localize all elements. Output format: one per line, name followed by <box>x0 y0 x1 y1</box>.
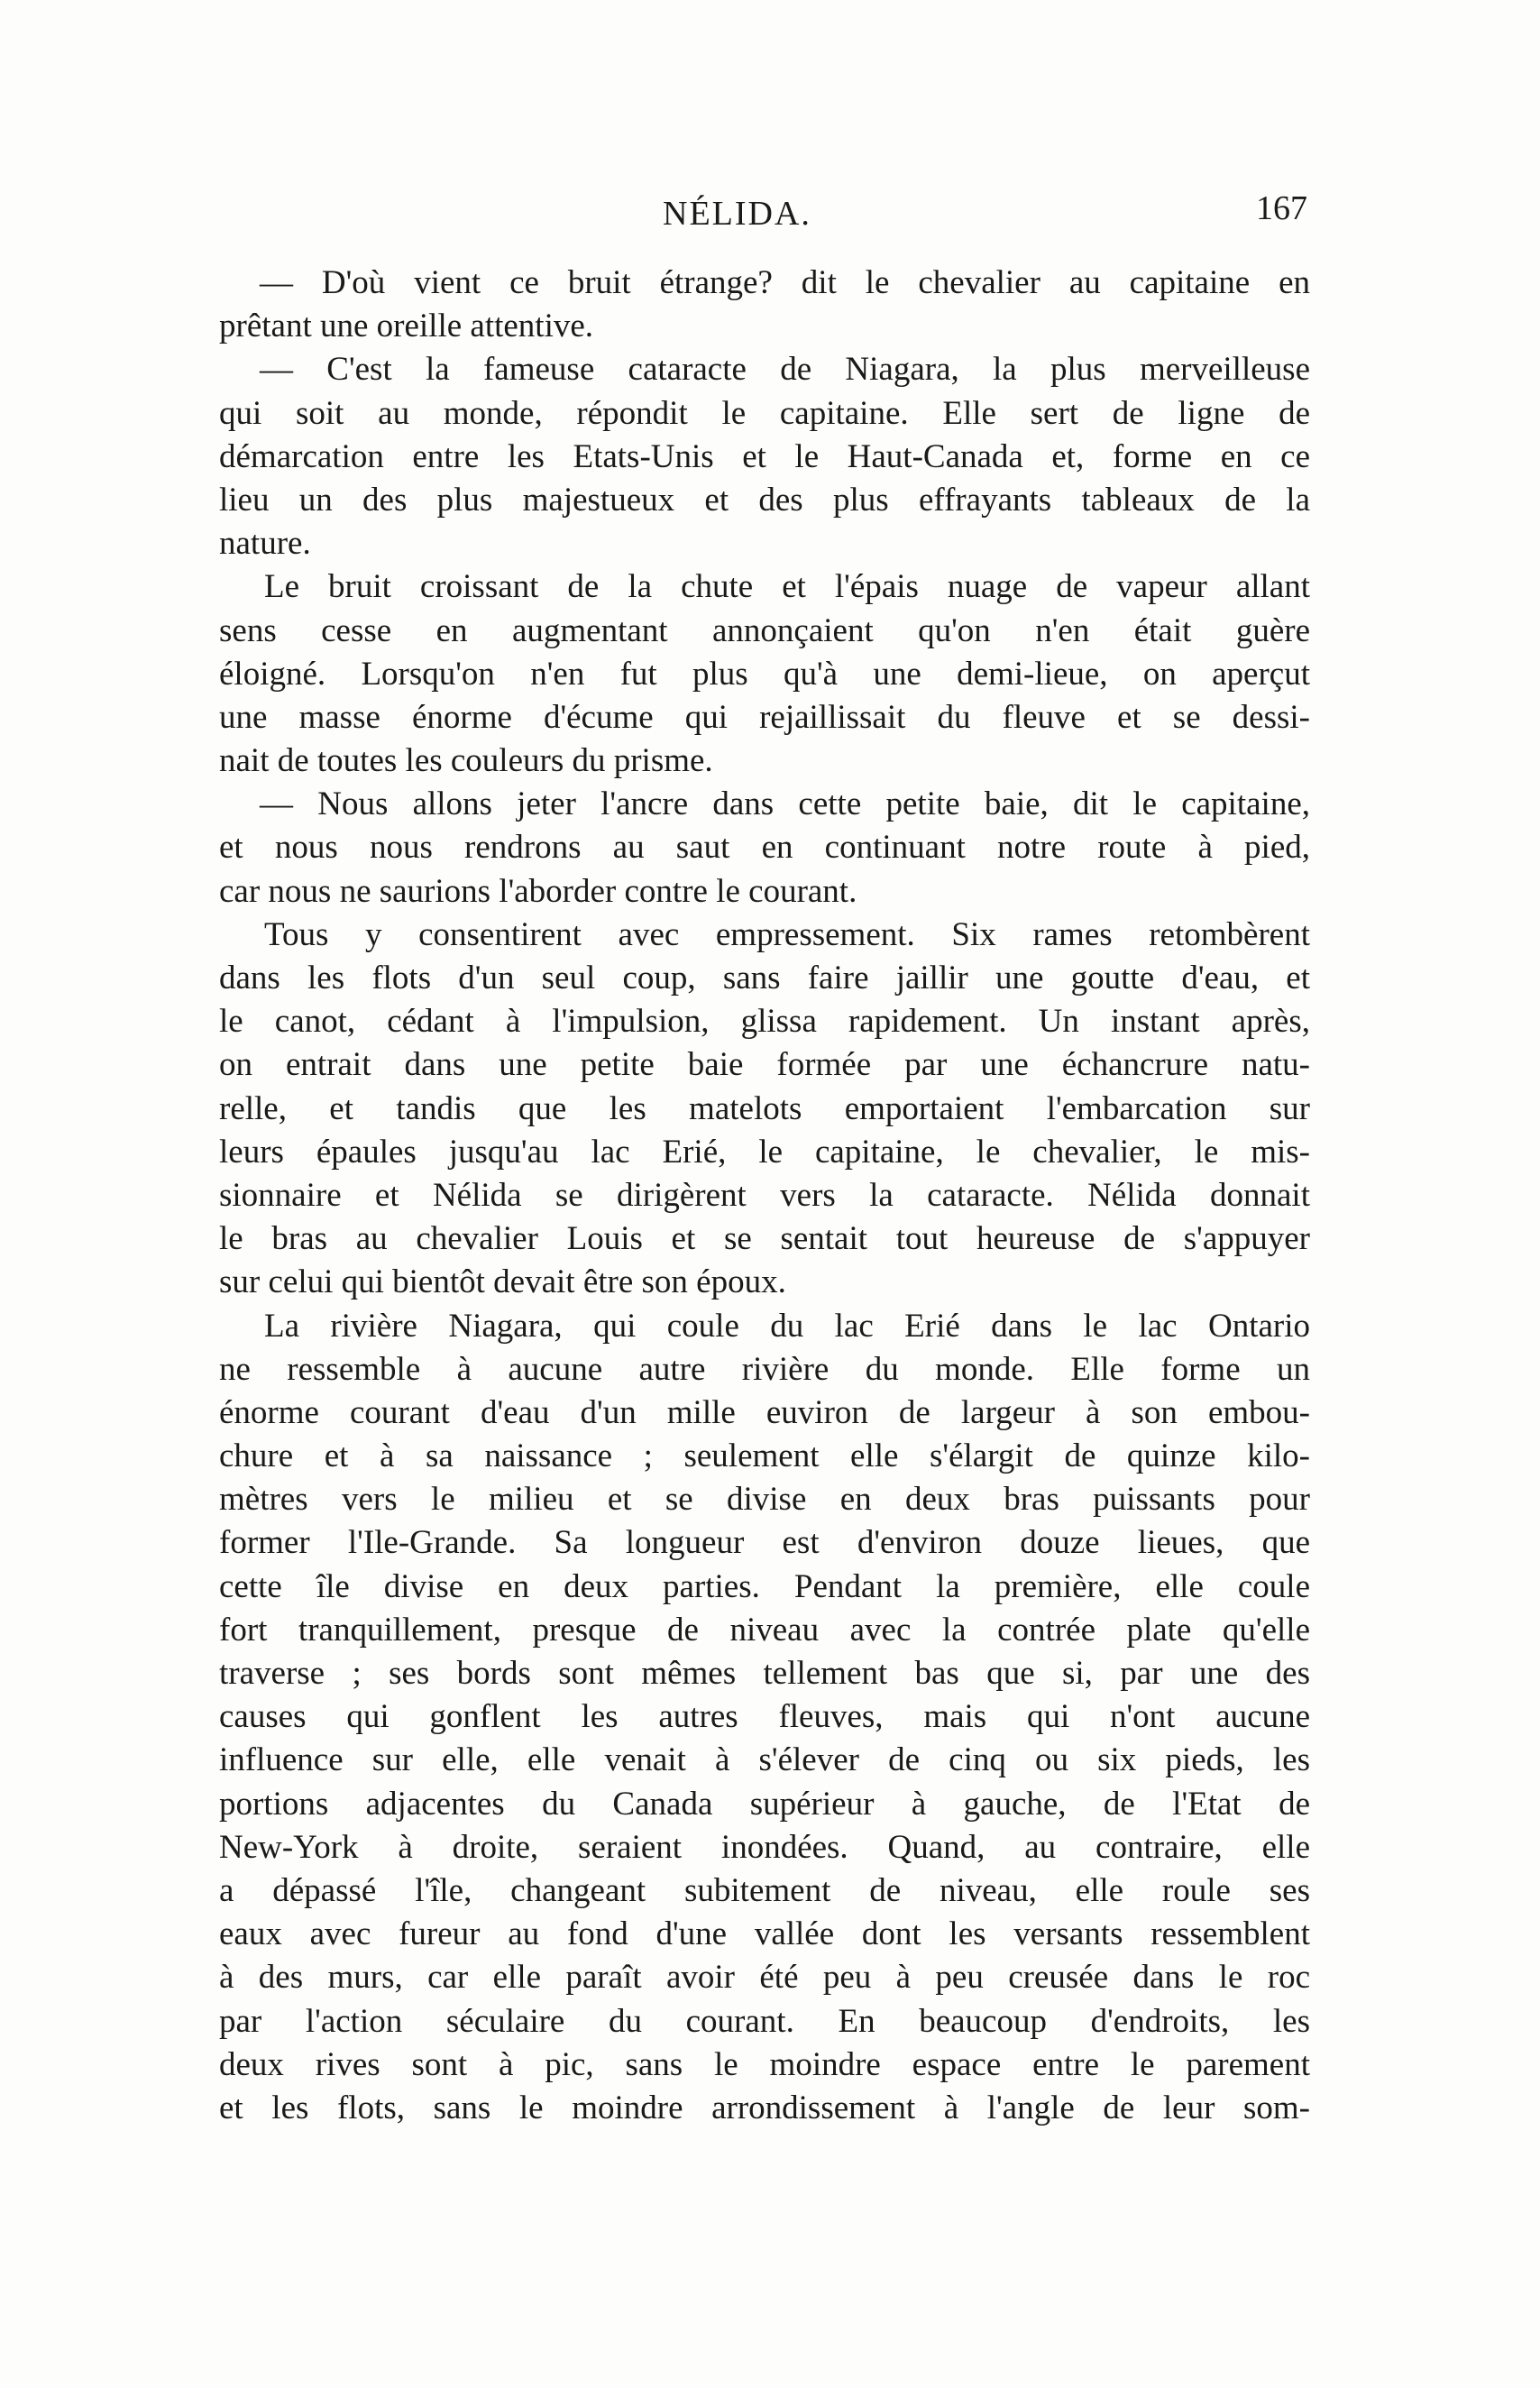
text-line: ne ressemble à aucune autre rivière du monde. Elle forme un <box>219 1350 1310 1388</box>
text-line: et nous nous rendrons au saut en continuant notre route à pied, <box>219 829 1310 867</box>
text-line: former l'Ile-Grande. Sa longueur est d'environ douze lieues, que <box>219 1524 1310 1562</box>
text-line: New-York à droite, seraient inondées. Quand, au contraire, elle <box>219 1828 1310 1866</box>
text-line: deux rives sont à pic, sans le moindre espace entre le parement <box>219 2045 1310 2083</box>
text-line: relle, et tandis que les matelots emportaient l'embarcation sur <box>219 1089 1310 1127</box>
text-line: Tous y consentirent avec empressement. Six rames retombèrent <box>264 915 1310 953</box>
text-line: — C'est la fameuse cataracte de Niagara, la plus merveilleuse <box>260 351 1310 389</box>
text-line: qui soit au monde, répondit le capitaine. Elle sert de ligne de <box>219 394 1310 432</box>
text-line: à des murs, car elle paraît avoir été peu à peu creusée dans le roc <box>219 1959 1310 1997</box>
text-line: sur celui qui bientôt devait être son époux. <box>219 1263 786 1301</box>
text-line: éloigné. Lorsqu'on n'en fut plus qu'à une demi-lieue, on aperçut <box>219 655 1310 693</box>
text-line: nature. <box>219 525 311 563</box>
text-line: fort tranquillement, presque de niveau avec la contrée plate qu'elle <box>219 1611 1310 1649</box>
text-line: — Nous allons jeter l'ancre dans cette petite baie, dit le capitaine, <box>260 785 1310 823</box>
text-line: portions adjacentes du Canada supérieur à gauche, de l'Etat de <box>219 1785 1310 1823</box>
text-line: a dépassé l'île, changeant subitement de niveau, elle roule ses <box>219 1871 1310 1909</box>
text-line: Le bruit croissant de la chute et l'épais nuage de vapeur allant <box>264 568 1310 606</box>
text-line: La rivière Niagara, qui coule du lac Erié dans le lac Ontario <box>264 1307 1310 1345</box>
text-line: le canot, cédant à l'impulsion, glissa rapidement. Un instant après, <box>219 1003 1310 1041</box>
text-line: et les flots, sans le moindre arrondissement à l'angle de leur som- <box>219 2089 1310 2126</box>
text-line: causes qui gonflent les autres fleuves, mais qui n'ont aucune <box>219 1698 1310 1736</box>
text-line: lieu un des plus majestueux et des plus effrayants tableaux de la <box>219 481 1310 519</box>
text-line: on entrait dans une petite baie formée par une échancrure natu- <box>219 1046 1310 1084</box>
text-line: chure et à sa naissance ; seulement elle s'élargit de quinze kilo- <box>219 1437 1310 1475</box>
text-line: mètres vers le milieu et se divise en deux bras puissants pour <box>219 1481 1310 1519</box>
text-line: traverse ; ses bords sont mêmes tellement bas que si, par une des <box>219 1655 1310 1692</box>
text-line: énorme courant d'eau d'un mille euviron de largeur à son embou- <box>219 1393 1310 1431</box>
running-head <box>225 189 1307 251</box>
text-line: prêtant une oreille attentive. <box>219 308 594 345</box>
body-text <box>219 262 1310 2130</box>
text-line: leurs épaules jusqu'au lac Erié, le capitaine, le chevalier, le mis- <box>219 1133 1310 1171</box>
text-line: le bras au chevalier Louis et se sentait tout heureuse de s'appuyer <box>219 1220 1310 1258</box>
text-line: cette île divise en deux parties. Pendant la première, elle coule <box>219 1567 1310 1605</box>
text-line: une masse énorme d'écume qui rejaillissait du fleuve et se dessi- <box>219 698 1310 736</box>
text-line: sens cesse en augmentant annonçaient qu'on n'en était guère <box>219 611 1310 649</box>
text-line: par l'action séculaire du courant. En beaucoup d'endroits, les <box>219 2002 1310 2040</box>
text-line: eaux avec fureur au fond d'une vallée dont les versants ressemblent <box>219 1915 1310 1953</box>
text-line: sionnaire et Nélida se dirigèrent vers la cataracte. Nélida donnait <box>219 1176 1310 1214</box>
text-line: influence sur elle, elle venait à s'élever de cinq ou six pieds, les <box>219 1741 1310 1779</box>
text-line: car nous ne saurions l'aborder contre le courant. <box>219 872 857 910</box>
text-line: nait de toutes les couleurs du prisme. <box>219 742 713 780</box>
running-title: NÉLIDA. <box>663 195 811 233</box>
page-number: 167 <box>1256 189 1307 227</box>
text-line: dans les flots d'un seul coup, sans faire jaillir une goutte d'eau, et <box>219 960 1310 997</box>
text-line: — D'où vient ce bruit étrange? dit le chevalier au capitaine en <box>260 264 1310 301</box>
text-line: démarcation entre les Etats-Unis et le Haut-Canada et, forme en ce <box>219 437 1310 475</box>
